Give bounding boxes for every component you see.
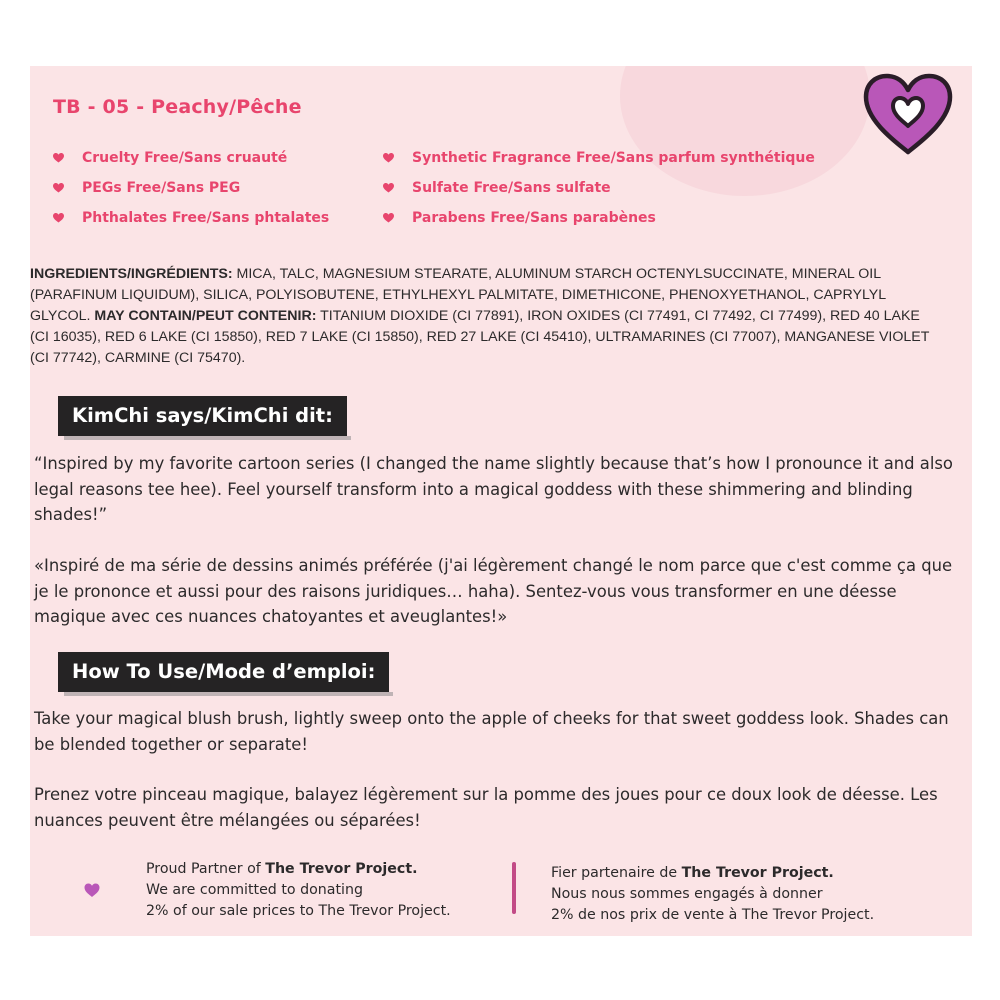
claim-item xyxy=(383,150,815,166)
footer-divider xyxy=(512,862,516,914)
partner-fr-line3: 2% de nos prix de vente à The Trevor Project. xyxy=(551,907,875,923)
ingredients-heading: INGREDIENTS/INGRÉDIENTS: xyxy=(30,266,233,282)
claim-text: Parabens Free/Sans parabènes xyxy=(412,210,656,226)
shade-title: TB - 05 - Peachy/Pêche xyxy=(53,96,302,118)
how-to-use-label: How To Use/Mode d’emploi: xyxy=(58,652,389,692)
may-contain-heading: MAY CONTAIN/PEUT CONTENIR: xyxy=(94,308,317,324)
partner-en-line2: We are committed to donating xyxy=(146,882,363,898)
claim-item xyxy=(53,150,287,166)
claim-text: Sulfate Free/Sans sulfate xyxy=(412,180,611,196)
heart-icon xyxy=(84,883,100,898)
claim-text: Phthalates Free/Sans phtalates xyxy=(82,210,330,226)
heart-bullet-icon xyxy=(383,153,394,163)
claim-text: PEGs Free/Sans PEG xyxy=(82,180,241,196)
ingredients-text: MICA, TALC, MAGNESIUM STEARATE, ALUMINUM STARCH OCTENYLSUCCINATE, MINERAL OIL (PARAFINUM LIQUIDUM), SILICA, POLYISOBUTENE, ETHYLHEXYL PALMITATE, DIMETHICONE, PHENOXYETHANOL, CAPRYLYL GLYCOL. xyxy=(30,266,886,324)
partner-fr-line1: Fier partenaire de The Trevor Project. xyxy=(551,865,834,881)
partner-english xyxy=(146,859,451,922)
heart-bullet-icon xyxy=(53,183,64,193)
partner-fr-name: The Trevor Project. xyxy=(681,865,834,881)
heart-logo-icon xyxy=(862,72,954,156)
heart-bullet-icon xyxy=(383,213,394,223)
quote-english: “Inspired by my favorite cartoon series (I changed the name slightly because that’s how I pronounce it and also legal reasons tee hee). Feel yourself transform into a magical goddess with these shimmering and blinding shades!” xyxy=(34,454,953,524)
claim-text: Synthetic Fragrance Free/Sans parfum synthétique xyxy=(412,150,815,166)
free-from-claims xyxy=(53,150,933,236)
claim-item xyxy=(53,210,329,226)
partner-french xyxy=(551,863,874,926)
partner-en-line3: 2% of our sale prices to The Trevor Project. xyxy=(146,903,451,919)
claim-item xyxy=(53,180,240,196)
heart-bullet-icon xyxy=(383,183,394,193)
heart-bullet-icon xyxy=(53,153,64,163)
how-to-use-french: Prenez votre pinceau magique, balayez légèrement sur la pomme des joues pour ce doux look de déesse. Les nuances peuvent être mélangées ou séparées! xyxy=(34,785,938,830)
claim-item xyxy=(383,210,656,226)
claim-text: Cruelty Free/Sans cruauté xyxy=(82,150,288,166)
quote-french: «Inspiré de ma série de dessins animés préférée (j'ai légèrement changé le nom parce que c'est comme ça que je le prononce et aussi pour des raisons juridiques… haha). Sentez-vous vous transformer en une déesse magique avec ces nuances chatoyantes et aveuglantes!» xyxy=(34,556,953,626)
claim-item xyxy=(383,180,611,196)
partner-en-name: The Trevor Project. xyxy=(265,861,418,877)
partner-fr-line2: Nous nous sommes engagés à donner xyxy=(551,886,823,902)
how-to-use-english: Take your magical blush brush, lightly sweep onto the apple of cheeks for that sweet goddess look. Shades can be blended together or separate! xyxy=(34,709,949,754)
ingredients-list xyxy=(30,264,935,369)
heart-bullet-icon xyxy=(53,213,64,223)
kimchi-says-label: KimChi says/KimChi dit: xyxy=(58,396,347,436)
may-contain-text: TITANIUM DIOXIDE (CI 77891), IRON OXIDES (CI 77491, CI 77492, CI 77499), RED 40 LAKE (CI 16035), RED 6 LAKE (CI 15850), RED 7 LAKE (CI 15850), RED 27 LAKE (CI 45410), ULTRAMARINES (CI 77007), MANGANESE VIOLET (CI 77742), CARMINE (CI 75470). xyxy=(30,308,930,366)
partner-en-line1: Proud Partner of The Trevor Project. xyxy=(146,861,418,877)
